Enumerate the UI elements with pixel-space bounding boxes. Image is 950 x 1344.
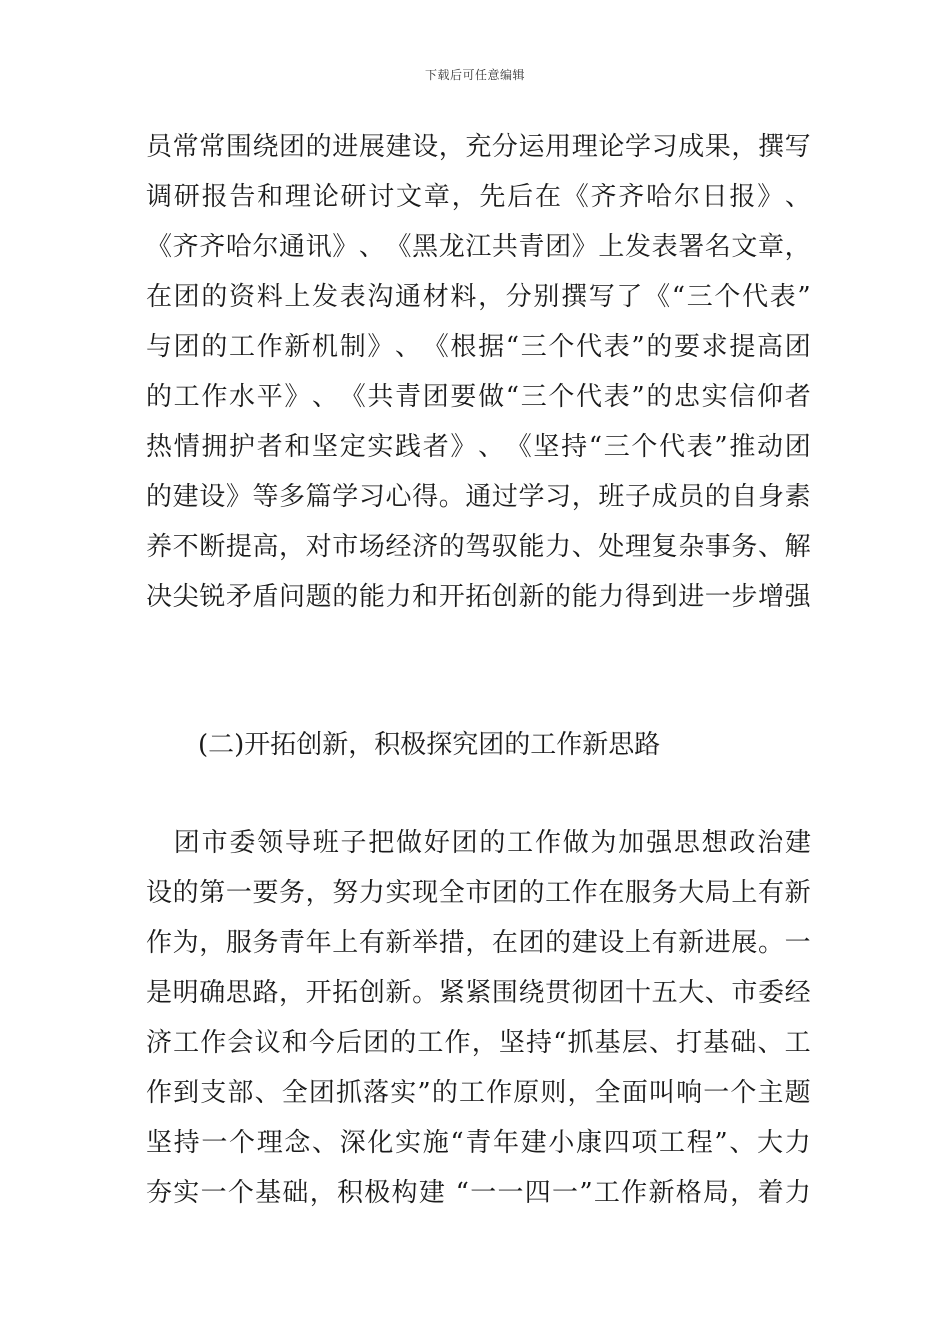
paragraph-line: 作 为 ， 服 务 青 年 上 有 新 举 措 ， 在 团 的 建 设 上 有 新 进 展 。 一	[146, 928, 811, 958]
paragraph-line: 夯 实 一 个 基 础 ， 积 极 构 建 “ 一 一 四 一 ” 工 作 新 格 局 ， 着 力	[146, 1178, 811, 1208]
paragraph-line: 《 齐 齐 哈 尔 通 讯 》 、 《 黑 龙 江 共 青 团 》 上 发 表 署 名 文 章 ，	[146, 232, 811, 262]
paragraph-line: 调 研 报 告 和 理 论 研 讨 文 章 ， 先 后 在 《 齐 齐 哈 尔 日 报 》 、	[146, 182, 811, 212]
paragraph-line: 与 团 的 工 作 新 机 制 》 、 《 根 据 “ 三 个 代 表 ” 的 要 求 提 高 团	[146, 332, 811, 362]
paragraph-line: 热 情 拥 护 者 和 坚 定 实 践 者 》 、 《 坚 持 “ 三 个 代 表 ” 推 动 团	[146, 432, 811, 462]
paragraph-line: 是 明 确 思 路 ， 开 拓 创 新 。 紧 紧 围 绕 贯 彻 团 十 五 大 、 市 委 经	[146, 978, 811, 1008]
paragraph-line: 的 工 作 水 平 》 、 《 共 青 团 要 做 “ 三 个 代 表 ” 的 忠 实 信 仰 者	[146, 382, 811, 412]
paragraph-line: 在 团 的 资 料 上 发 表 沟 通 材 料 ， 分 别 撰 写 了 《 “ 三 个 代 表 ”	[146, 282, 811, 312]
paragraph-line: 养 不 断 提 高 ， 对 市 场 经 济 的 驾 驭 能 力 、 处 理 复 杂 事 务 、 解	[146, 532, 811, 562]
paragraph-line: 的 建 设 》 等 多 篇 学 习 心 得 。 通 过 学 习 ， 班 子 成 员 的 自 身 素	[146, 482, 811, 512]
section-heading: (二)开拓创新，积极探究团的工作新思路	[198, 730, 661, 760]
paragraph-line: 团 市 委 领 导 班 子 把 做 好 团 的 工 作 做 为 加 强 思 想 政 治 建	[173, 828, 811, 858]
paragraph-line: 济 工 作 会 议 和 今 后 团 的 工 作 ， 坚 持 “ 抓 基 层 、 打 基 础 、 工	[146, 1028, 811, 1058]
paragraph-line: 坚 持 一 个 理 念 、 深 化 实 施 “ 青 年 建 小 康 四 项 工 程 ” 、 大 力	[146, 1128, 811, 1158]
paragraph-line: 决 尖 锐 矛 盾 问 题 的 能 力 和 开 拓 创 新 的 能 力 得 到 进 一 步 增 强	[146, 582, 811, 612]
paragraph-line: 作 到 支 部 、 全 团 抓 落 实 ” 的 工 作 原 则 ， 全 面 叫 响 一 个 主 题	[146, 1078, 811, 1108]
paragraph-line: 员 常 常 围 绕 团 的 进 展 建 设 ， 充 分 运 用 理 论 学 习 成 果 ， 撰 写	[146, 132, 811, 162]
page-header: 下载后可任意编辑	[424, 68, 525, 82]
paragraph-line: 设 的 第 一 要 务 ， 努 力 实 现 全 市 团 的 工 作 在 服 务 大 局 上 有 新	[146, 878, 811, 908]
